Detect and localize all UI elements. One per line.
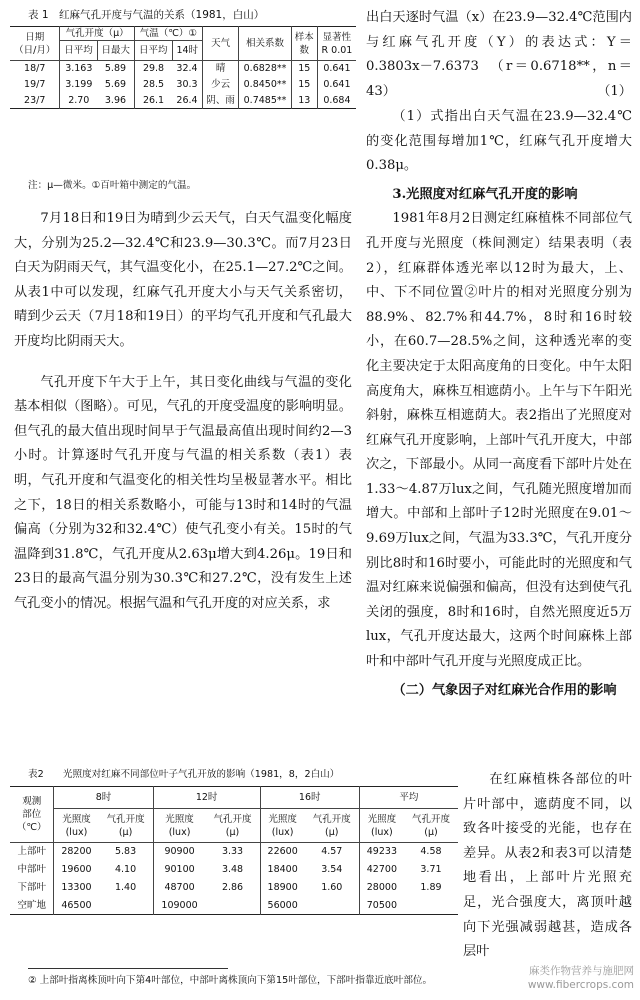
t1-sub: 日最大	[97, 41, 134, 61]
t1-sub: 14时	[172, 41, 202, 61]
t2-head-part: 观测 部位 （℃）	[10, 787, 54, 843]
section-title: （二）气象因子对红麻光合作用的影响	[392, 682, 617, 698]
table-row: 下部叶 13300 1.40 48700 2.86 18900 1.60 28000 1.89	[10, 879, 458, 897]
table1-note: 注：μ—微米。①百叶箱中测定的气温。	[28, 180, 197, 191]
t2-sub-ap: 气孔开度 (μ)	[99, 809, 154, 843]
table1	[10, 26, 356, 109]
t2-head-time: 12时	[153, 787, 260, 809]
t1-head-weather: 天气	[202, 27, 239, 61]
table-row: 19/7 3.199 5.69 28.5 30.3 少云 0.8450** 15 0.641	[10, 77, 356, 93]
equation-number: （1）	[597, 84, 632, 100]
t2-head-time: 16时	[260, 787, 359, 809]
t2-sub-ap: 气孔开度 (μ)	[305, 809, 360, 843]
table1-caption: 表 1 红麻气孔开度与气温的关系（1981，白山）	[28, 9, 265, 21]
table-row: 上部叶 28200 5.83 90900 3.33 22600 4.57 49233 4.58	[10, 843, 458, 861]
t1-sub: 日平均	[60, 41, 97, 61]
paragraph: （1）式指出白天气温在23.9—32.4℃的变化范围每增加1℃，红麻气孔开度增大0.38μ。	[366, 108, 632, 174]
left-column	[14, 207, 352, 617]
table2-caption: 表2 光照度对红麻不同部位叶子气孔开放的影响（1981，8，2白山）	[28, 769, 340, 780]
footnote-rule	[28, 968, 228, 969]
watermark: 麻类作物营养与施肥网 www.fibercrops.com	[527, 965, 634, 991]
footnote: ② 上部叶指离株顶叶向下第4叶部位，中部叶离株顶向下第15叶部位，下部叶指靠近底叶部位。	[28, 975, 433, 986]
t2-sub-lux: 光照度 (lux)	[153, 809, 205, 843]
t1-head-n: 样本 数	[291, 27, 317, 61]
paragraph: 在红麻植株各部位的叶片叶部中，遮荫度不同，以致各叶接受的光能，也存在差异。从表2和表3可以清楚地看出，上部叶片光照充足，光合强度大，离顶叶越向下光强减弱越甚，造成各层叶	[463, 772, 632, 960]
table-row: 23/7 2.70 3.96 26.1 26.4 阴、雨 0.7485** 13 0.684	[10, 93, 356, 109]
t2-sub-ap: 气孔开度 (μ)	[404, 809, 458, 843]
t2-sub-lux: 光照度 (lux)	[359, 809, 404, 843]
right-column	[366, 6, 632, 703]
t2-sub-ap: 气孔开度 (μ)	[205, 809, 260, 843]
paragraph: 1981年8月2日测定红麻植株不同部位气孔开度与光照度（株间测定）结果表明（表2），红麻群体透光率以12时为最大，上、中、下不同位置②叶片的相对光照度分别为88.9%、82.7%和44.7%，8时和16时较小，在60.7—28.5%之间，这种透光率的变化主要决定于太阳高度角的日变化。中午太阳高度角大，麻株互相遮荫小。上午与下午阳光斜射，麻株互相遮荫大。表2指出了光照度对红麻气孔开度影响，上部叶气孔开度大，中部次之，下部最小。从同一高度看下部叶片处在1.33～4.87万lux之间，气孔随光照度增加而增大。中部和上部叶子12时光照度在9.01～9.69万lux之间，气温为33.3℃，气孔开度分别比8时和16时要小，可能此时的光照度和气温对红麻来说偏强和偏高，但没有达到使气孔关闭的强度，8时和16时，自然光照度近5万lux，气孔开度达最大，这两个时间麻株上部叶和中部叶气孔开度与光照度成正比。	[366, 211, 632, 670]
table-row: 18/7 3.163 5.89 29.8 32.4 晴 0.6828** 15 0.641	[10, 61, 356, 77]
paragraph: 气孔开度下午大于上午，其日变化曲线与气温的变化基本相似（图略）。可见，气孔的开度受温度的影响明显。但气孔的最大值出现时间早于气温最高值出现时间约2—3小时。计算逐时气孔开度与气温的相关系数（表1）表明，气孔开度和气温变化的相关性均呈极显著水平。相比之下，18日的相关系数略小，可能与13时和14时的气温偏高（分别为32和32.4℃）使气孔变小有关。15时的气温降到31.8℃，气孔开度从2.63μ增大到4.26μ。19日和23日的最高气温分别为30.3℃和27.2℃，没有发生上述气孔变小的情况。根据气温和气孔开度的对应关系，求	[14, 374, 352, 611]
t2-head-time: 平均	[359, 787, 458, 809]
paragraph: 出白天逐时气温（x）在23.9—32.4℃范围内与红麻气孔开度（Y）的表达式：Y＝0.3803x－7.6373 （r＝0.6718**，n＝43）	[366, 10, 632, 99]
t1-head-date: 日期 （日/月）	[10, 27, 60, 61]
paragraph: 7月18日和19日为晴到少云天气，白天气温变化幅度大，分别为25.2—32.4℃和23.9—30.3℃。而7月23日白天为阴雨天气，其气温变化小，在25.1—27.2℃之间。从表1中可以发现，红麻气孔开度大小与天气关系密切，晴到少云天（7月18和19日）的平均气孔开度和气孔最大开度均比阴雨天大。	[14, 211, 352, 349]
t1-sub: 日平均	[134, 41, 172, 61]
t1-head-temp: 气温（℃）①	[134, 27, 202, 41]
t2-head-time: 8时	[54, 787, 153, 809]
t2-sub-lux: 光照度 (lux)	[260, 809, 305, 843]
table2	[10, 786, 458, 915]
t2-sub-lux: 光照度 (lux)	[54, 809, 99, 843]
right-bottom-column	[463, 768, 632, 965]
t1-head-aperture: 气孔开度（μ）	[60, 27, 134, 41]
t1-head-sig: 显著性 R 0.01	[317, 27, 356, 61]
section-title: 3.光照度对红麻气孔开度的影响	[392, 186, 578, 202]
t1-head-corr: 相关系数	[239, 27, 291, 61]
table-row: 空旷地 46500 109000 56000 70500	[10, 897, 458, 915]
table-row: 中部叶 19600 4.10 90100 3.48 18400 3.54 42700 3.71	[10, 861, 458, 879]
